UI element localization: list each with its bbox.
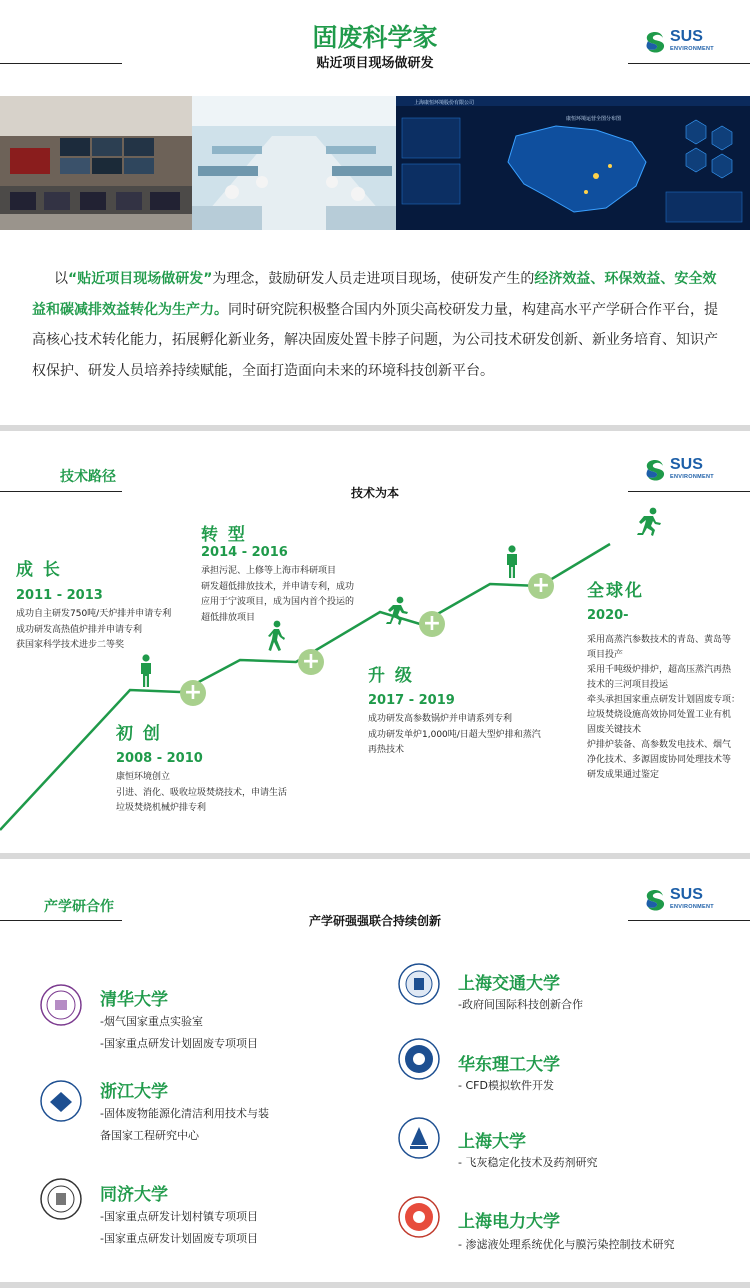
uni-name-shu: 上海大学 — [458, 1132, 526, 1152]
uni-name-zhejiang: 浙江大学 — [100, 1082, 168, 1102]
intro-highlight-motto: “贴近项目现场做研发” — [68, 271, 213, 287]
stage-desc-globalization: 采用高蒸汽参数技术的青岛、黄岛等 项目投产 采用千吨级炉排炉，超高压蒸汽再热 技术的三河项目投运 牵头承担国家重点研发计划固废专项： 垃圾焚烧设施高效协同处置工业有机 固废关键技术 炉排炉装备、高参数发电技术、烟气 净化技术、多源固废协同处理技术等 研发成果通过鉴定 — [587, 635, 741, 780]
uni-name-tongji: 同济大学 — [100, 1185, 168, 1205]
timeline-plus-1: + — [180, 680, 206, 706]
stage-name-upgrade: 升 级 — [368, 666, 414, 686]
header-rule-right — [628, 63, 750, 64]
uni-desc-tongji: -国家重点研发计划村镇专项项目 -国家重点研发计划固废专项项目 — [100, 1210, 258, 1245]
uni-name-sjtu: 上海交通大学 — [458, 974, 560, 994]
stage-year-growth: 2011 - 2013 — [16, 588, 103, 603]
ecust-emblem-icon — [398, 1038, 440, 1080]
tsinghua-emblem-icon — [40, 984, 82, 1026]
sus-logo-coop — [642, 886, 716, 916]
shu-emblem-icon — [398, 1117, 440, 1159]
coop-section-title: 产学研合作 — [44, 899, 114, 915]
photo-operations-dashboard — [396, 96, 750, 230]
logo-subtext: ENVIRONMENT — [670, 46, 714, 52]
photo-control-room — [0, 96, 192, 230]
intro-text-2: 为理念，鼓励研发人员走进项目现场，使研发产生的 — [212, 271, 535, 287]
logo-subtext: ENVIRONMENT — [670, 904, 714, 910]
coop-subtitle: 产学研强强联合持续创新 — [308, 914, 441, 928]
sprinting-person-icon — [634, 507, 662, 537]
timeline-plus-3: + — [419, 611, 445, 637]
timeline-plus-4: + — [528, 573, 554, 599]
sjtu-emblem-icon — [398, 963, 440, 1005]
dashboard-title: 上海康恒环境股份有限公司 — [414, 100, 475, 106]
section-divider-3 — [0, 1282, 750, 1288]
shiep-emblem-icon — [398, 1196, 440, 1238]
stage-year-startup: 2008 - 2010 — [116, 751, 203, 766]
stage-name-globalization: 全球化 — [587, 581, 644, 601]
zhejiang-emblem-icon — [40, 1080, 82, 1122]
intro-paragraph — [32, 264, 722, 386]
intro-text-1: 以 — [54, 271, 68, 287]
stage-desc-growth: 成功自主研发750吨/天炉排并申请专利 成功研发高热值炉排并申请专利 获国家科学技术进步二等奖 — [16, 609, 172, 650]
uni-desc-ecust: - CFD模拟软件开发 — [458, 1079, 554, 1092]
uni-desc-sjtu: -政府间国际科技创新合作 — [458, 998, 583, 1011]
logo-subtext: ENVIRONMENT — [670, 474, 714, 480]
uni-desc-shiep: - 渗滤液处理系统优化与膜污染控制技术研究 — [458, 1238, 675, 1251]
stage-year-transformation: 2014 - 2016 — [201, 545, 288, 560]
sus-logo-mark-icon — [642, 30, 668, 56]
uni-desc-zhejiang: -固体废物能源化清洁利用技术与装 备国家工程研究中心 — [100, 1107, 269, 1142]
tongji-emblem-icon — [40, 1178, 82, 1220]
stage-year-upgrade: 2017 - 2019 — [368, 693, 455, 708]
running-person-icon — [383, 596, 409, 626]
photo-laboratory — [192, 96, 396, 230]
logo-text: SUS — [670, 456, 703, 473]
stage-desc-transformation: 承担污泥、上修等上海市科研项目 研发超低排放技术，并申请专利，成功 应用于宁波项目，成为国内首个投运的 超低排放项目 — [201, 566, 355, 623]
page-title: 固废科学家 — [312, 23, 438, 52]
uni-name-tsinghua: 清华大学 — [100, 990, 168, 1010]
stage-year-globalization: 2020- — [587, 608, 629, 623]
standing-person-icon-2 — [502, 545, 522, 579]
section-divider-2 — [0, 853, 750, 859]
sus-logo-mark-icon — [642, 458, 668, 484]
stage-name-transformation: 转 型 — [201, 525, 247, 545]
sus-logo-mark-icon — [642, 888, 668, 914]
intro-highlight-benefits: 经济效益、环保效益、安全效益和碳减排效益转化为生产力。 — [32, 271, 717, 318]
logo-text: SUS — [670, 28, 703, 45]
timeline-plus-2: + — [298, 649, 324, 675]
stage-desc-upgrade: 成功研发高参数锅炉并申请系列专利 成功研发单炉1,000吨/日超大型炉排和蒸汽 再热技术 — [368, 714, 541, 755]
tech-subtitle: 技术为本 — [350, 486, 399, 500]
uni-name-shiep: 上海电力大学 — [458, 1212, 560, 1232]
tech-section-title: 技术路径 — [60, 469, 116, 485]
intro-text-3: 同时研究院积极整合国内外顶尖高校研发力量，构建高水平产学研合作平台，提高核心技术转化能力，拓展孵化新业务，解决固废处置卡脖子问题，为公司技术研发创新、新业务培育、知识产权保护、研发人员培养持续赋能，全面打造面向未来的环境科技创新平台。 — [32, 301, 718, 379]
uni-name-ecust: 华东理工大学 — [458, 1055, 560, 1075]
sus-logo-tech — [642, 456, 716, 486]
uni-desc-tsinghua: -烟气国家重点实验室 -国家重点研发计划固废专项项目 — [100, 1015, 258, 1050]
header-rule-left — [0, 63, 122, 64]
stage-name-startup: 初 创 — [116, 724, 162, 744]
dashboard-map-title: 康恒环境运营全图分布图 — [566, 116, 622, 122]
page-subtitle: 贴近项目现场做研发 — [316, 56, 434, 71]
logo-text: SUS — [670, 886, 703, 903]
standing-person-icon — [136, 654, 156, 688]
uni-desc-shu: - 飞灰稳定化技术及药剂研究 — [458, 1156, 598, 1169]
stage-name-growth: 成 长 — [16, 560, 62, 580]
stage-desc-startup: 康恒环境创立 引进、消化、吸收垃圾焚烧技术，申请生活 垃圾焚烧机械炉排专利 — [116, 772, 288, 813]
section-divider-1 — [0, 425, 750, 431]
sus-logo — [642, 28, 716, 58]
